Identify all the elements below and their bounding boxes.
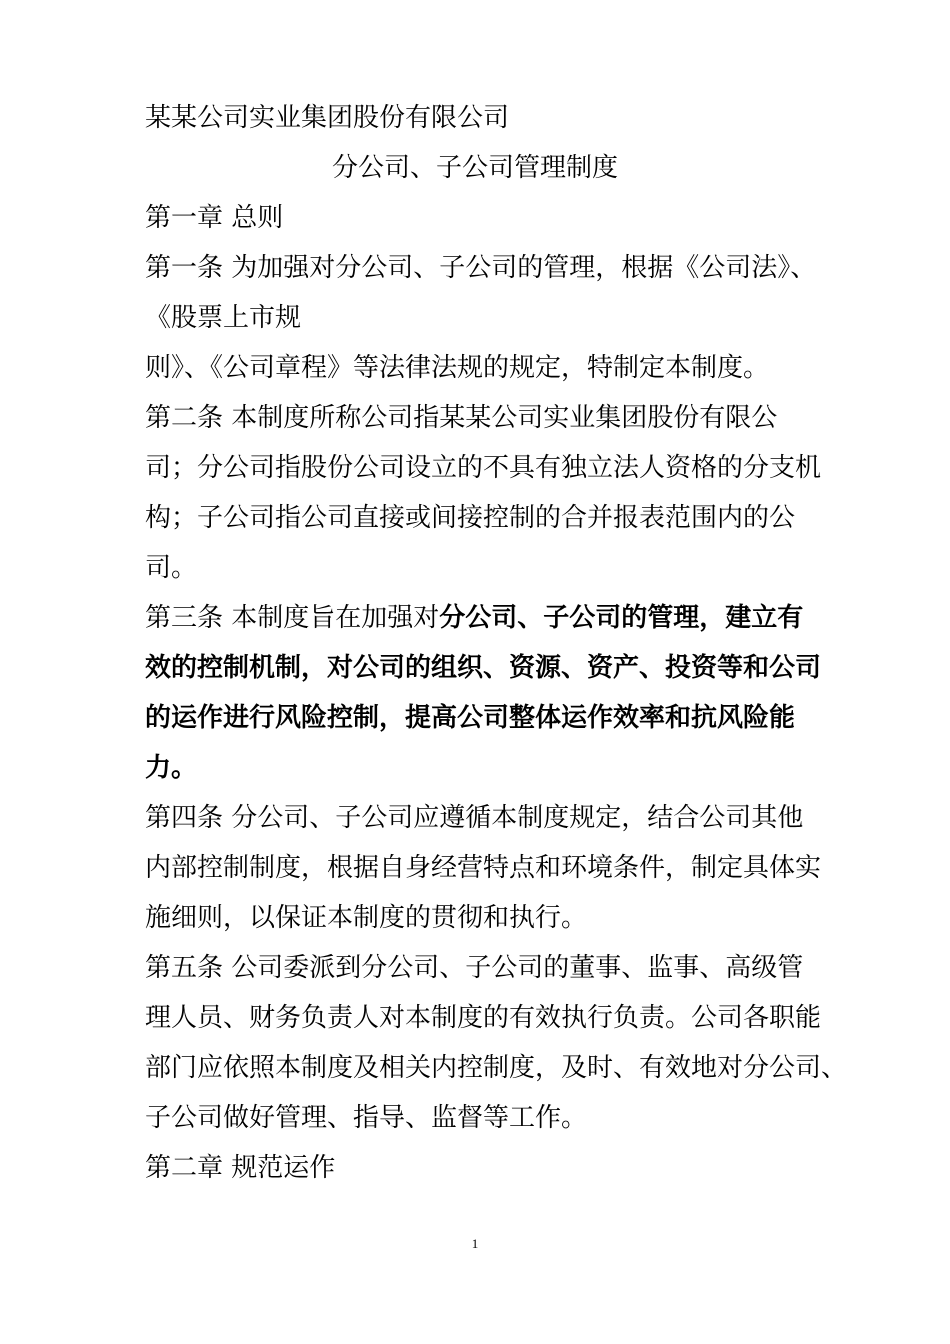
article-5-line: 子公司做好管理、指导、监督等工作。 (145, 1103, 588, 1133)
article-5-line: 部门应依照本制度及相关内控制度，及时、有效地对分公司、 (145, 1053, 848, 1083)
article-5-line: 第五条 公司委派到分公司、子公司的董事、监事、高级管 (145, 953, 804, 983)
document-title: 分公司、子公司管理制度 (331, 153, 618, 183)
article-5-line: 理人员、财务负责人对本制度的有效执行负责。公司各职能 (145, 1003, 822, 1033)
article-2-line: 构；子公司指公司直接或间接控制的合并报表范围内的公 (145, 503, 796, 533)
article-1-line: 则》、《公司章程》等法律法规的规定，特制定本制度。 (145, 353, 770, 383)
article-2-line: 司。 (145, 553, 198, 583)
article-3-line: 效的控制机制，对公司的组织、资源、资产、投资等和公司 (145, 653, 822, 683)
article-2-line: 司；分公司指股份公司设立的不具有独立法人资格的分支机 (145, 453, 822, 483)
article-3-line: 力。 (145, 753, 198, 783)
article-2-line: 第二条 本制度所称公司指某某公司实业集团股份有限公 (145, 403, 778, 433)
article-3-lead: 第三条 本制度旨在加强对 (145, 603, 440, 633)
article-3-line (145, 603, 803, 633)
article-4-line: 第四条 分公司、子公司应遵循本制度规定，结合公司其他 (145, 803, 804, 833)
article-4-line: 施细则，以保证本制度的贯彻和执行。 (145, 903, 588, 933)
article-1-line: 《股票上市规 (145, 303, 302, 333)
chapter-heading: 第一章 总则 (145, 203, 284, 233)
page-number: 1 (471, 1236, 479, 1251)
article-3-line: 的运作进行风险控制，提高公司整体运作效率和抗风险能 (145, 703, 796, 733)
article-4-line: 内部控制制度，根据自身经营特点和环境条件，制定具体实 (145, 853, 822, 883)
chapter-heading: 第二章 规范运作 (145, 1153, 336, 1183)
article-1-line: 第一条 为加强对分公司、子公司的管理，根据《公司法》、 (145, 253, 817, 283)
company-name: 某某公司实业集团股份有限公司 (145, 103, 510, 133)
article-3-emphasis: 分公司、子公司的管理，建立有 (439, 603, 804, 633)
